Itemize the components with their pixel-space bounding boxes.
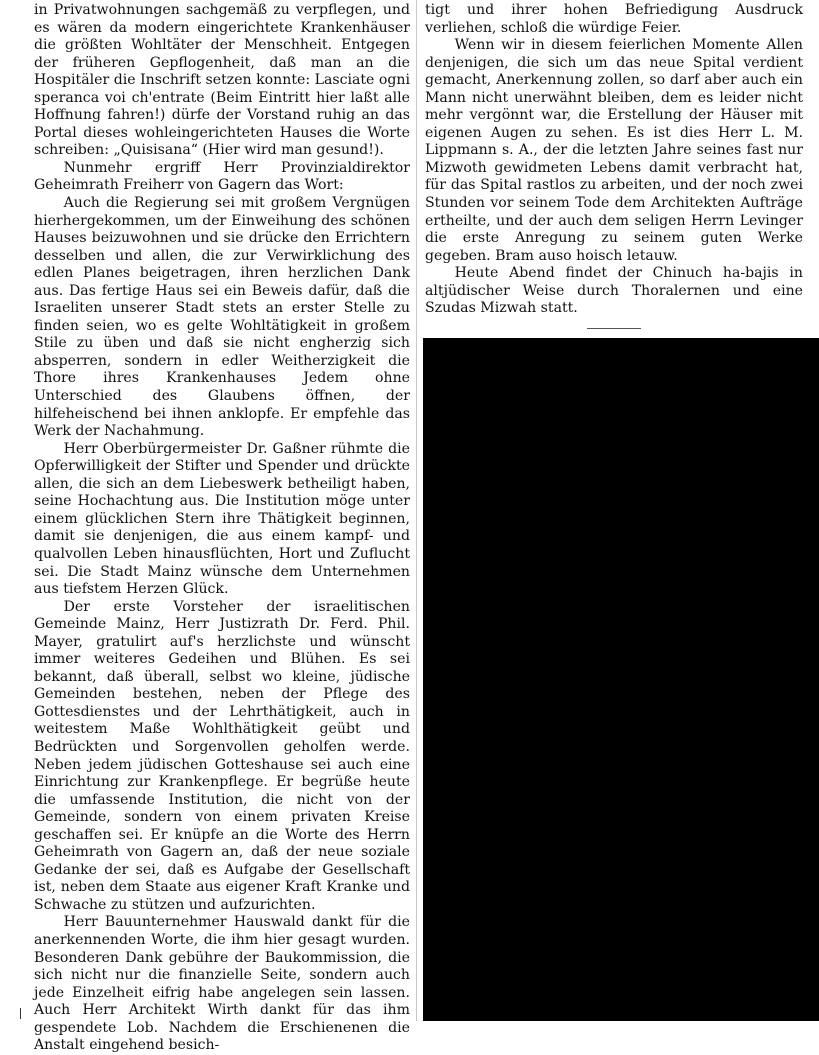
left-paragraph-2: Nunmehr ergriff Herr Provinzialdirektor Geheimrath Freiherr von Gagern das Wort: [34,159,410,194]
right-paragraph-3: Heute Abend findet der Chinuch ha-bajis in altjüdischer Weise durch Thoralernen und eine Szudas Mizwah statt. [425,265,803,317]
left-paragraph-5: Der erste Vorsteher der israelitischen Gemeinde Mainz, Herr Justizrath Dr. Ferd. Phil. Mayer, gratulirt auf's herzlichste und wünscht immer weiteres Gedeihen und Blühen. Es sei bekannt, daß überall, selbst wo kleine, jüdische Gemeinden bestehen, neben der Pflege des Gottesdienstes und der Lehrthätigkeit, auch in weitestem Maße Wohlthätigkeit geübt und Bedrückten und Sorgenvollen geholfen werde. Neben jedem jüdischen Gotteshause sei auch eine Einrichtung zur Krankenpflege. Er begrüße heute die umfassende Institution, die nicht von der Gemeinde, sondern von einem privaten Kreise geschaffen sei. Er knüpfe an die Worte des Herrn Geheimrath von Gagern an, daß der neue soziale Gedanke der sei, daß es Aufgabe der Gesellschaft ist, neben dem Staate aus eigener Kraft Kranke und Schwache zu stützen und aufzurichten. [34,598,410,913]
redacted-black-block [423,338,819,1021]
left-paragraph-1: in Privatwohnungen sachgemäß zu verpflegen, und es wären da modern eingerichtete Krankenhäuser die größten Wohltäter der Menschheit. Entgegen der früheren Gepflogenheit, daß man an die Hospitäler die Inschrift setzen konnte: Lasciate ogni speranca voi ch'entrate (Beim Eintritt hier laßt alle Hoffnung fahren!) dürfe der Vorstand ruhig an das Portal dieses wohleingerichteten Hauses die Worte schreiben: „Quisisana“ (Hier wird man gesund!). [34,2,410,159]
scan-edge-mark [20,1008,21,1019]
left-paragraph-6: Herr Bauunternehmer Hauswald dankt für die anerkennenden Worte, die ihm hier gesagt wurden. Besonderen Dank gebühre der Baukommission, die sich nicht nur die finanzielle Seite, sondern auch jede Einzelheit eifrig habe angelegen sein lassen. Auch Herr Architekt Wirth dankt für das ihm gespendete Lob. Nachdem die Erschienenen die Anstalt eingehend besich- [34,914,410,1054]
right-column [425,2,803,329]
left-column [34,2,410,1055]
left-paragraph-4: Herr Oberbürgermeister Dr. Gaßner rühmte die Opferwilligkeit der Stifter und Spender und drückte allen, die sich an dem Liebeswerk betheiligt haben, seine Hochachtung aus. Die Institution möge unter einem glücklichen Stern ihre Thätigkeit beginnen, damit sie denjenigen, die aus einem kampf- und qualvollen Leben hinausflüchten, Hort und Zuflucht sei. Die Stadt Mainz wünsche dem Unternehmen aus tiefstem Herzen Glück. [34,440,410,598]
column-divider [416,0,417,1021]
right-paragraph-1: tigt und ihrer hohen Befriedigung Ausdruck verliehen, schloß die würdige Feier. [425,2,803,36]
left-paragraph-3: Auch die Regierung sei mit großem Vergnügen hierhergekommen, um der Einweihung des schönen Hauses beizuwohnen und sie drücke den Errichtern desselben und allen, die zur Verwirklichung des edlen Planes beigetragen, ihren herzlichen Dank aus. Das fertige Haus sei ein Beweis dafür, daß die Israeliten unserer Stadt stets an erster Stelle zu finden seien, wo es gelte Wohltätigkeit in großem Stile zu üben und daß sie nicht engherzig sich absperren, sondern in edler Weitherzigkeit die Thore ihres Krankenhauses Jedem ohne Unterschied des Glaubens öffnen, der hilfeheischend bei ihnen anklopfe. Er empfehle das Werk der Nachahmung. [34,195,410,440]
article-end-rule [587,328,641,329]
right-paragraph-2: Wenn wir in diesem feierlichen Momente Allen denjenigen, die sich um das neue Spital verdient gemacht, Anerkennung zollen, so darf aber auch ein Mann nicht unerwähnt bleiben, dem es leider nicht mehr vergönnt war, die Erstellung der Häuser mit eigenen Augen zu sehen. Es ist dies Herr L. M. Lippmann s. A., der die letzten Jahre seines fast nur Mizwoth gewidmeten Lebens damit verbracht hat, für das Spital rastlos zu arbeiten, und der noch zwei Stunden vor seinem Tode dem Architekten Aufträge ertheilte, und der auch dem seligen Herrn Levinger die erste Anregung zu seinem guten Werke gegeben. Bram auso hoisch letauw. [425,37,803,264]
